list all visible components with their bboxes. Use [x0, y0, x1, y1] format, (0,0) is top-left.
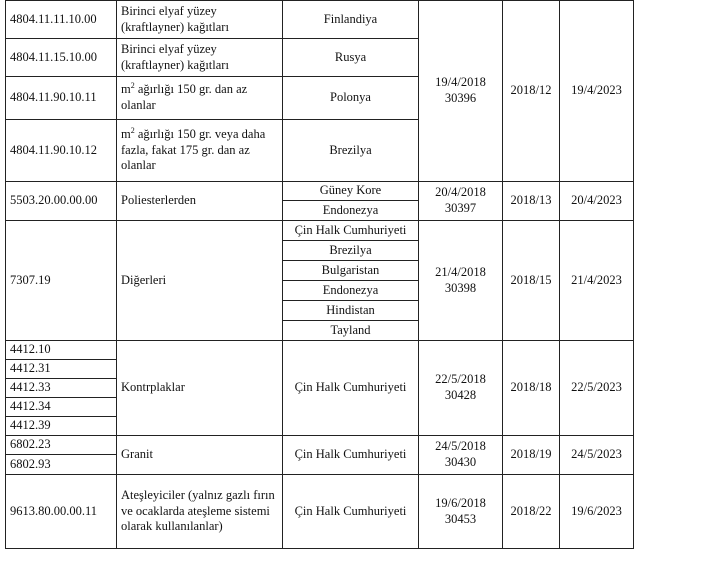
decision-number-cell: 2018/22	[503, 475, 560, 549]
publication-date: 19/4/2018	[435, 75, 486, 90]
publication-date: 19/6/2018	[435, 495, 486, 510]
publication-cell	[419, 436, 503, 475]
end-date-cell: 22/5/2023	[560, 341, 634, 436]
country-cell: Endonezya	[283, 201, 419, 221]
table-row	[6, 1, 634, 39]
decision-number-cell: 2018/12	[503, 1, 560, 182]
publication-date: 20/4/2018	[435, 185, 486, 200]
gazette-number: 30398	[444, 280, 477, 295]
country-cell: Rusya	[283, 39, 419, 77]
country-cell: Hindistan	[283, 301, 419, 321]
description-text: ağırlığı 150 gr. veya daha fazla, fakat 175 gr. dan az olanlar	[121, 127, 266, 173]
table-row	[6, 221, 634, 241]
decision-number-cell: 2018/19	[503, 436, 560, 475]
table-row	[6, 475, 634, 549]
gazette-number: 30396	[444, 91, 477, 105]
country-cell: Güney Kore	[283, 182, 419, 201]
gtip-code-cell: 6802.93	[6, 455, 117, 475]
unit-sup: 2	[130, 81, 135, 91]
publication-cell	[419, 475, 503, 549]
publication-cell	[419, 182, 503, 221]
publication-cell	[419, 221, 503, 341]
description-cell: Birinci elyaf yüzey (kraftlayner) kağıtları	[117, 1, 283, 39]
publication-cell	[419, 1, 503, 182]
publication-date: 24/5/2018	[435, 439, 486, 454]
description-cell: Kontrplaklar	[117, 341, 283, 436]
unit-m: m	[121, 82, 131, 97]
description-cell: Poliesterlerden	[117, 182, 283, 221]
country-cell: Çin Halk Cumhuriyeti	[283, 475, 419, 549]
gtip-code-cell: 4412.10	[6, 341, 117, 360]
country-cell: Bulgaristan	[283, 261, 419, 281]
description-cell: Diğerleri	[117, 221, 283, 341]
decision-number-cell: 2018/13	[503, 182, 560, 221]
description-cell: Granit	[117, 436, 283, 475]
country-cell: Polonya	[283, 77, 419, 120]
description-cell	[117, 77, 283, 120]
description-text: ağırlığı 150 gr. dan az olanlar	[121, 82, 248, 112]
unit-sup: 2	[130, 125, 135, 135]
table-row	[6, 182, 634, 201]
gtip-code-cell: 4804.11.90.10.11	[6, 77, 117, 120]
country-cell: Çin Halk Cumhuriyeti	[283, 436, 419, 475]
publication-cell	[419, 341, 503, 436]
end-date-cell: 20/4/2023	[560, 182, 634, 221]
description-cell: Ateşleyiciler (yalnız gazlı fırın ve ocaklarda ateşleme sistemi olarak kullanılanlar)	[117, 475, 283, 549]
country-cell: Finlandiya	[283, 1, 419, 39]
description-cell	[117, 120, 283, 182]
gtip-code-cell: 5503.20.00.00.00	[6, 182, 117, 221]
gazette-number: 30453	[444, 511, 477, 526]
gtip-code-cell: 4412.31	[6, 360, 117, 379]
end-date-cell: 19/4/2023	[560, 1, 634, 182]
gtip-code-cell: 7307.19	[6, 221, 117, 341]
table-row	[6, 436, 634, 455]
description-cell: Birinci elyaf yüzey (kraftlayner) kağıtları	[117, 39, 283, 77]
gtip-code-cell: 4804.11.90.10.12	[6, 120, 117, 182]
country-cell: Çin Halk Cumhuriyeti	[283, 341, 419, 436]
gtip-code-cell: 9613.80.00.00.11	[6, 475, 117, 549]
gtip-code-cell: 4804.11.15.10.00	[6, 39, 117, 77]
gazette-number: 30397	[444, 201, 477, 215]
gtip-code-cell: 6802.23	[6, 436, 117, 455]
country-cell: Tayland	[283, 321, 419, 341]
end-date-cell: 24/5/2023	[560, 436, 634, 475]
gazette-number: 30430	[444, 455, 477, 469]
gtip-code-cell: 4412.39	[6, 417, 117, 436]
gtip-code-cell: 4412.33	[6, 379, 117, 398]
end-date-cell: 21/4/2023	[560, 221, 634, 341]
measures-table	[5, 0, 634, 549]
publication-date: 22/5/2018	[435, 372, 486, 387]
country-cell: Endonezya	[283, 281, 419, 301]
unit-m: m	[121, 127, 131, 142]
gtip-code-cell: 4412.34	[6, 398, 117, 417]
decision-number-cell: 2018/15	[503, 221, 560, 341]
document-page	[5, 0, 633, 556]
country-cell: Çin Halk Cumhuriyeti	[283, 221, 419, 241]
decision-number-cell: 2018/18	[503, 341, 560, 436]
publication-date: 21/4/2018	[435, 264, 486, 279]
country-cell: Brezilya	[283, 241, 419, 261]
table-row	[6, 341, 634, 360]
country-cell: Brezilya	[283, 120, 419, 182]
gazette-number: 30428	[444, 388, 477, 402]
end-date-cell: 19/6/2023	[560, 475, 634, 549]
gtip-code-cell: 4804.11.11.10.00	[6, 1, 117, 39]
